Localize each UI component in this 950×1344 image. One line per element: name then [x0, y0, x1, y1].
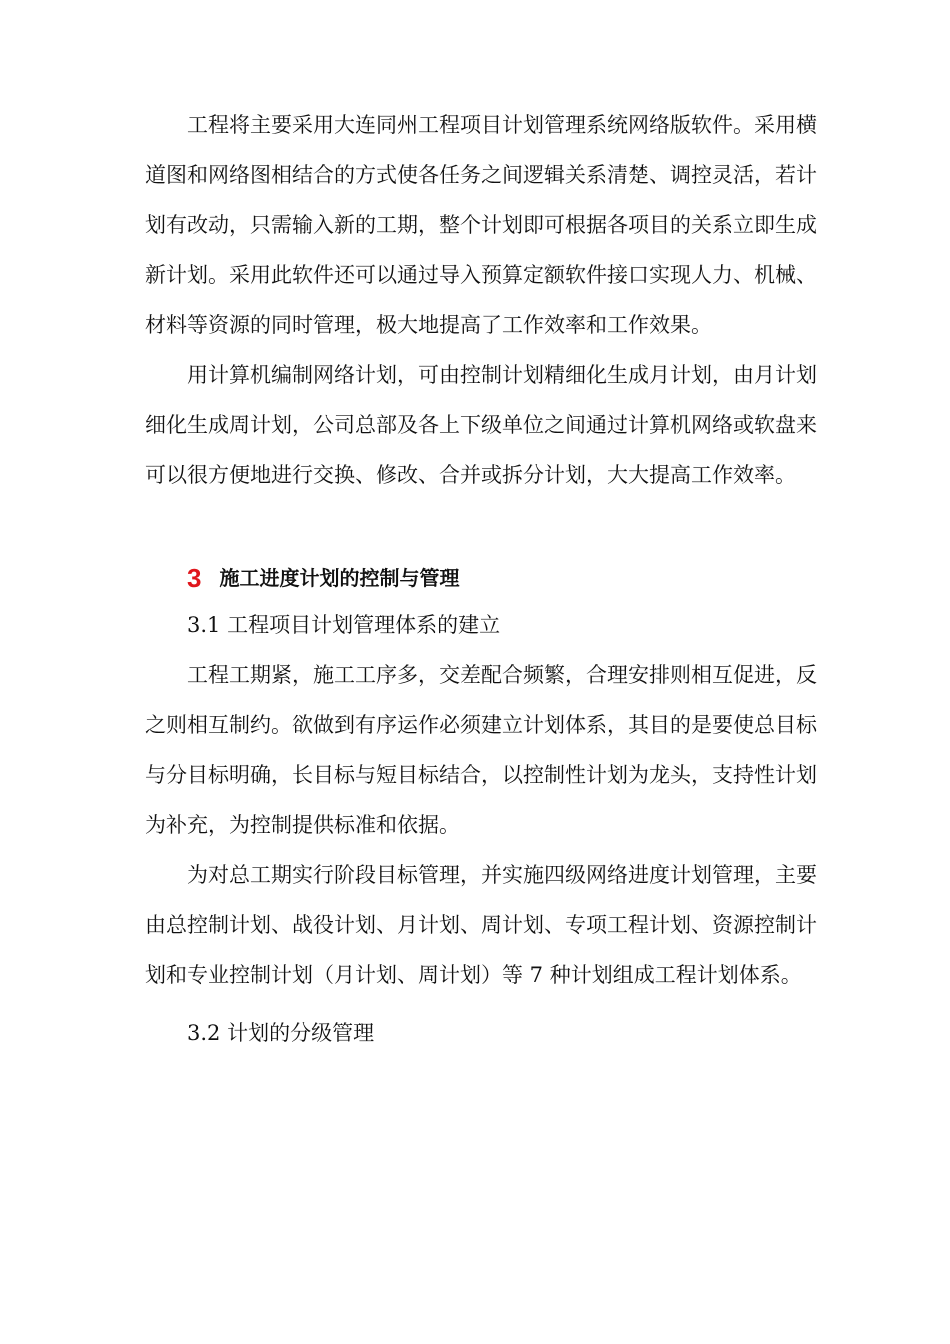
section-heading: [145, 556, 817, 600]
section-title: 施工进度计划的控制与管理: [219, 566, 460, 590]
paragraph-plan-system: 为对总工期实行阶段目标管理，并实施四级网络进度计划管理，主要由总控制计划、战役计划、月计划、周计划、专项工程计划、资源控制计划和专业控制计划（月计划、周计划）等 7 种计划组成工程计划体系。: [145, 863, 817, 987]
paragraph-schedule-tight: 工程工期紧，施工工序多，交差配合频繁，合理安排则相互促进，反之则相互制约。欲做到有序运作必须建立计划体系，其目的是要使总目标与分目标明确，长目标与短目标结合，以控制性计划为龙头，支持性计划为补充，为控制提供标准和依据。: [145, 663, 817, 837]
subsection-heading-3-1: 3.1 工程项目计划管理体系的建立: [187, 613, 501, 637]
paragraph-software: 工程将主要采用大连同州工程项目计划管理系统网络版软件。采用横道图和网络图相结合的方式使各任务之间逻辑关系清楚、调控灵活，若计划有改动，只需输入新的工期，整个计划即可根据各项目的关系立即生成新计划。采用此软件还可以通过导入预算定额软件接口实现人力、机械、材料等资源的同时管理，极大地提高了工作效率和工作效果。: [145, 113, 817, 337]
document-body: [145, 100, 817, 1058]
paragraph-network-plan: 用计算机编制网络计划，可由控制计划精细化生成月计划，由月计划细化生成周计划，公司总部及各上下级单位之间通过计算机网络或软盘来可以很方便地进行交换、修改、合并或拆分计划，大大提高工作效率。: [145, 363, 817, 487]
subsection-heading-3-2: 3.2 计划的分级管理: [187, 1021, 375, 1045]
section-number: 3: [187, 563, 202, 593]
